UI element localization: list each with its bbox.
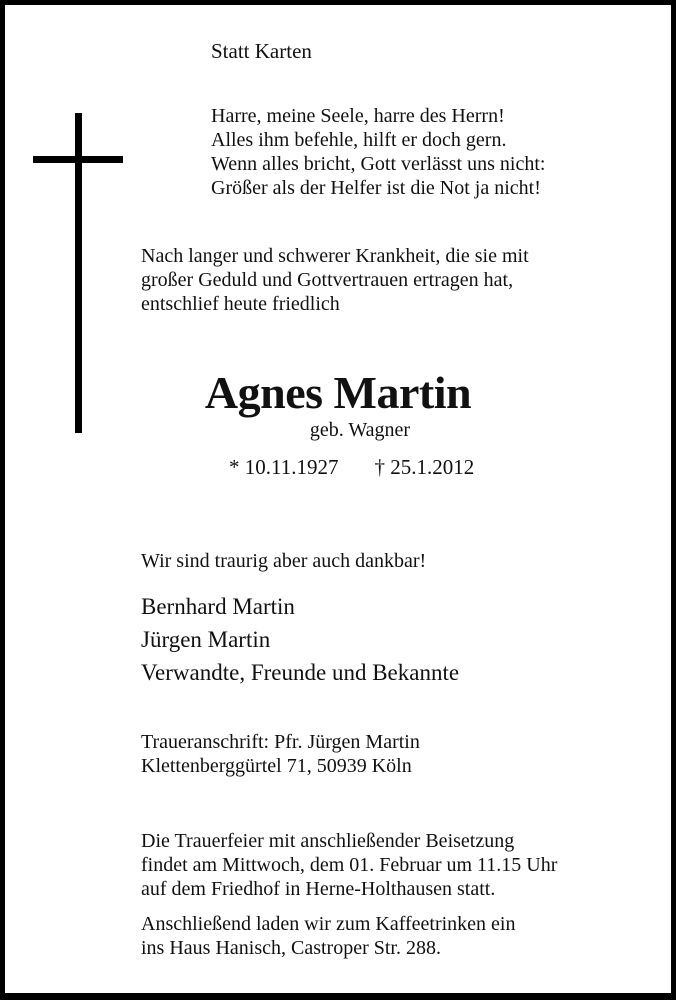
mourning-address [141, 730, 420, 778]
mourner: Jürgen Martin [141, 627, 271, 652]
funeral-info [141, 829, 557, 901]
life-dates [229, 456, 474, 479]
funeral-line: auf dem Friedhof in Herne-Holthausen statt. [141, 878, 496, 900]
address-line: Traueranschrift: Pfr. Jürgen Martin [141, 731, 420, 753]
intro-line: entschlief heute friedlich [141, 293, 340, 315]
birth-date: * 10.11.1927 [229, 455, 339, 479]
reception-line: Anschließend laden wir zum Kaffeetrinken ein [141, 913, 516, 935]
thanks-text: Wir sind traurig aber auch dankbar! [141, 550, 427, 572]
reception-info [141, 912, 516, 960]
mourner: Verwandte, Freunde und Bekannte [141, 660, 460, 685]
intro-text [141, 244, 529, 316]
intro-line: Nach langer und schwerer Krankheit, die sie mit [141, 245, 529, 267]
intro-line: großer Geduld und Gottvertrauen ertragen hat, [141, 269, 514, 291]
psalm-line: Größer als der Helfer ist die Not ja nicht! [211, 177, 541, 199]
maiden-name: geb. Wagner [309, 419, 411, 441]
death-date: † 25.1.2012 [374, 455, 475, 479]
psalm-line: Alles ihm befehle, hilft er doch gern. [211, 129, 507, 151]
reception-line: ins Haus Hanisch, Castroper Str. 288. [141, 937, 441, 959]
address-line: Klettenberggürtel 71, 50939 Köln [141, 755, 412, 777]
cross-horizontal-bar [33, 156, 123, 163]
funeral-line: Die Trauerfeier mit anschließender Beisetzung [141, 830, 515, 852]
psalm-line: Harre, meine Seele, harre des Herrn! [211, 105, 505, 127]
notice-heading: Statt Karten [211, 39, 312, 63]
psalm-verse [211, 104, 545, 200]
mourners-list [141, 590, 459, 689]
funeral-line: findet am Mittwoch, dem 01. Februar um 11.15 Uhr [141, 854, 558, 876]
psalm-line: Wenn alles bricht, Gott verlässt uns nicht: [211, 153, 546, 175]
mourner: Bernhard Martin [141, 594, 295, 619]
deceased-name: Agnes Martin [204, 367, 472, 418]
